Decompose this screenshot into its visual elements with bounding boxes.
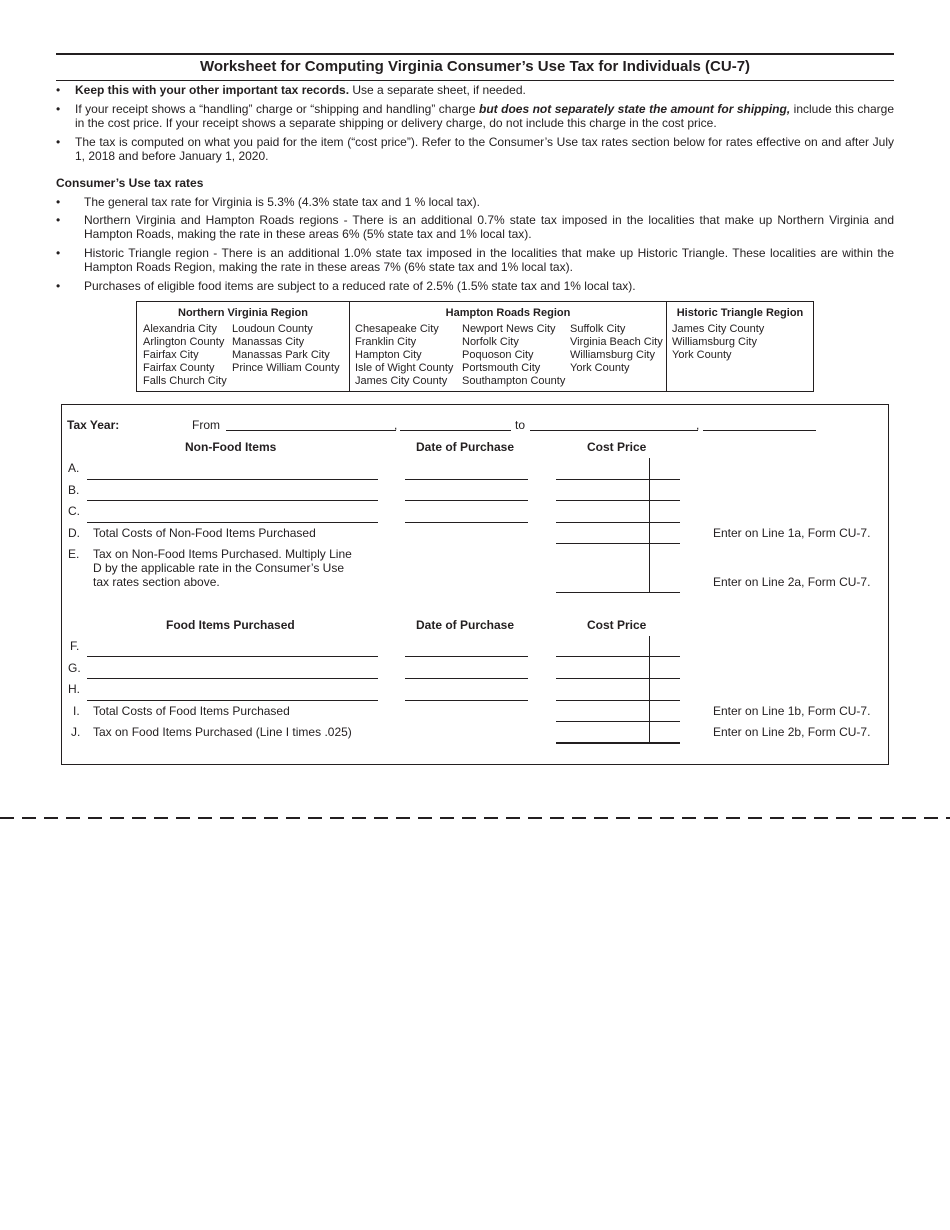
region-hampton-heading: Hampton Roads Region <box>445 307 571 319</box>
comma: , <box>696 418 700 432</box>
locality: Fairfax County <box>143 362 215 374</box>
row-letter: F. <box>70 639 80 653</box>
row-letter: C. <box>68 504 80 518</box>
date-field[interactable] <box>405 656 528 657</box>
nonfood-item-field[interactable] <box>87 522 378 523</box>
line-i-letter: I. <box>73 704 80 718</box>
region-table <box>136 301 814 392</box>
locality: Norfolk City <box>462 336 519 348</box>
region-hampton-col2 <box>462 323 565 388</box>
region-hampton <box>349 302 666 391</box>
food-item-field[interactable] <box>87 656 378 657</box>
cost-field[interactable] <box>556 479 680 480</box>
locality: York County <box>672 349 732 361</box>
date-field[interactable] <box>405 500 528 501</box>
locality: Portsmouth City <box>462 362 541 374</box>
locality: Loudoun County <box>232 323 313 335</box>
locality: Falls Church City <box>143 375 227 387</box>
intro-bullet-1 <box>56 83 894 97</box>
locality: James City County <box>355 375 448 387</box>
bullet-glyph: • <box>56 195 61 209</box>
intro-bullet-2 <box>56 102 894 130</box>
row-letter: H. <box>68 682 80 696</box>
line-j-field[interactable] <box>556 742 680 744</box>
locality: Manassas City <box>232 336 305 348</box>
line-e-instruction: Enter on Line 2a, Form CU-7. <box>713 575 871 589</box>
bullet-glyph: • <box>56 83 61 97</box>
page-title: Worksheet for Computing Virginia Consumer’s Use Tax for Individuals (CU-7) <box>199 58 751 75</box>
row-letter: A. <box>68 461 80 475</box>
line-e-text: tax rates section above. <box>93 575 220 589</box>
region-nova-col1 <box>143 323 227 388</box>
locality: Williamsburg City <box>570 349 655 361</box>
date-field[interactable] <box>405 522 528 523</box>
from-date-field[interactable] <box>226 430 396 431</box>
intro-bullet-2-emphasis: but does not separately state the amount for shipping, <box>478 102 791 116</box>
locality: Chesapeake City <box>355 323 439 335</box>
row-letter: B. <box>68 483 80 497</box>
rate-item-2 <box>56 213 894 241</box>
bullet-glyph: • <box>56 102 61 116</box>
locality: Prince William County <box>232 362 340 374</box>
nonfood-item-field[interactable] <box>87 479 378 480</box>
tax-year-label: Tax Year: <box>67 418 120 432</box>
intro-bullet-1-bold: Keep this with your other important tax records. <box>75 83 350 97</box>
worksheet-box <box>61 404 889 765</box>
cut-line <box>0 817 950 819</box>
intro-bullet-3 <box>56 135 894 163</box>
bullet-glyph: • <box>56 213 61 227</box>
region-historic <box>666 302 813 391</box>
locality: Arlington County <box>143 336 225 348</box>
cost-field[interactable] <box>556 656 680 657</box>
locality: Newport News City <box>462 323 556 335</box>
locality: Alexandria City <box>143 323 217 335</box>
line-d-text: Total Costs of Non-Food Items Purchased <box>93 526 316 540</box>
locality: Virginia Beach City <box>570 336 663 348</box>
date-heading: Date of Purchase <box>416 440 515 454</box>
line-d-letter: D. <box>68 526 80 540</box>
line-e-text: Tax on Non-Food Items Purchased. Multiply Line <box>93 547 352 561</box>
line-d-field[interactable] <box>556 543 680 544</box>
row-letter: G. <box>68 661 81 675</box>
rate-item-1 <box>56 195 894 209</box>
locality: Williamsburg City <box>672 336 757 348</box>
locality: Poquoson City <box>462 349 534 361</box>
intro-bullet-3-text: The tax is computed on what you paid for the item (“cost price”). Refer to the Consumer’s Use tax rates section below for rates effective on and after July 1, 2018 and before January 1, 2020. <box>75 135 894 163</box>
title-rule <box>56 80 894 81</box>
cost-field[interactable] <box>556 500 680 501</box>
locality: Fairfax City <box>143 349 199 361</box>
cost-heading: Cost Price <box>587 440 647 454</box>
region-nova <box>137 302 349 391</box>
cost-field[interactable] <box>556 700 680 701</box>
cost-field[interactable] <box>556 678 680 679</box>
locality: Franklin City <box>355 336 417 348</box>
intro-bullet-2-a: If your receipt shows a “handling” charge or “shipping and handling” charge <box>75 102 479 116</box>
date-field[interactable] <box>405 678 528 679</box>
region-historic-col1 <box>672 323 764 362</box>
region-nova-col2 <box>232 323 340 375</box>
bullet-glyph: • <box>56 246 61 260</box>
line-j-instruction: Enter on Line 2b, Form CU-7. <box>713 725 871 739</box>
locality: Hampton City <box>355 349 422 361</box>
bullet-glyph: • <box>56 279 61 293</box>
from-label: From <box>192 418 220 432</box>
locality: Manassas Park City <box>232 349 330 361</box>
line-d-instruction: Enter on Line 1a, Form CU-7. <box>713 526 871 540</box>
to-label: to <box>515 418 526 432</box>
region-hampton-col1 <box>355 323 453 388</box>
line-j-letter: J. <box>71 725 81 739</box>
to-year-field[interactable] <box>703 430 816 431</box>
line-e-letter: E. <box>68 547 80 561</box>
region-hampton-col3 <box>570 323 663 375</box>
from-year-field[interactable] <box>400 430 511 431</box>
line-e-field[interactable] <box>556 592 680 593</box>
bullet-glyph: • <box>56 135 61 149</box>
intro-bullet-1-rest: Use a separate sheet, if needed. <box>349 83 526 97</box>
to-date-field[interactable] <box>530 430 698 431</box>
nonfood-item-field[interactable] <box>87 500 378 501</box>
cost-field[interactable] <box>556 522 680 523</box>
rate-item-text: Historic Triangle region - There is an additional 1.0% state tax imposed in the localities that make up Historic Triangle. These localities are within the Hampton Roads Region, making the rate in these areas 7% (6% state tax and 1% local tax). <box>84 246 894 274</box>
line-i-instruction: Enter on Line 1b, Form CU-7. <box>713 704 871 718</box>
rates-heading: Consumer’s Use tax rates <box>56 176 204 190</box>
rate-item-4 <box>56 279 894 293</box>
cents-divider <box>649 636 650 743</box>
rate-item-text: Purchases of eligible food items are subject to a reduced rate of 2.5% (1.5% state tax and 1% local tax). <box>84 279 636 293</box>
line-j-text: Tax on Food Items Purchased (Line I times .025) <box>93 725 352 739</box>
locality: Southampton County <box>462 375 566 387</box>
line-i-text: Total Costs of Food Items Purchased <box>93 704 290 718</box>
cost-heading: Cost Price <box>587 618 647 632</box>
top-rule <box>56 53 894 55</box>
food-item-field[interactable] <box>87 700 378 701</box>
rate-item-text: The general tax rate for Virginia is 5.3% (4.3% state tax and 1 % local tax). <box>84 195 480 209</box>
intro-bullet-2-b: include this charge in the cost price. If your receipt shows a separate shipping or delivery charge, do not include this charge in the cost price. <box>75 102 895 130</box>
date-field[interactable] <box>405 479 528 480</box>
rate-item-text: Northern Virginia and Hampton Roads regions - There is an additional 0.7% state tax imposed in the localities that make up Northern Virginia and Hampton Roads, making the rate in these areas 6% (5% state tax and 1% local tax). <box>84 213 894 241</box>
nonfood-heading: Non-Food Items <box>185 440 277 454</box>
line-e-text: D by the applicable rate in the Consumer’s Use <box>93 561 345 575</box>
locality: James City County <box>672 323 765 335</box>
comma: , <box>394 418 398 432</box>
region-nova-heading: Northern Virginia Region <box>178 307 308 319</box>
food-heading: Food Items Purchased <box>166 618 295 632</box>
line-i-field[interactable] <box>556 721 680 722</box>
locality: York County <box>570 362 630 374</box>
region-historic-heading: Historic Triangle Region <box>676 307 804 319</box>
locality: Suffolk City <box>570 323 626 335</box>
locality: Isle of Wight County <box>355 362 454 374</box>
rate-item-3 <box>56 246 894 274</box>
date-field[interactable] <box>405 700 528 701</box>
food-item-field[interactable] <box>87 678 378 679</box>
date-heading: Date of Purchase <box>416 618 515 632</box>
